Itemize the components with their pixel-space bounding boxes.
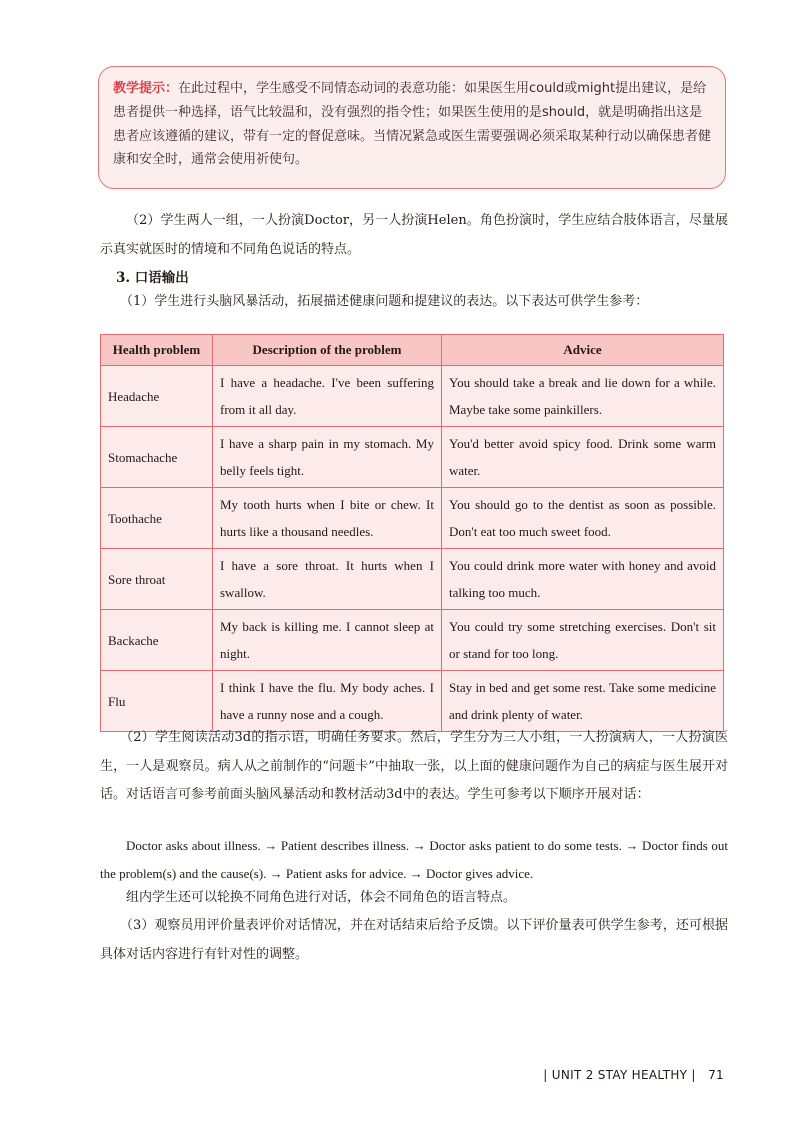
cell-description: My tooth hurts when I bite or chew. It hurts like a thousand needles. bbox=[213, 488, 442, 549]
table-row bbox=[101, 549, 724, 610]
table-row bbox=[101, 671, 724, 732]
table-row bbox=[101, 366, 724, 427]
cell-description: I have a headache. I've been suffering from it all day. bbox=[213, 366, 442, 427]
footer-unit-title: | UNIT 2 STAY HEALTHY | bbox=[543, 1068, 696, 1082]
dialogue-sequence: Doctor asks about illness. → Patient describes illness. → Doctor asks patient to do some tests. → Doctor finds out the problem(s) and the cause(s). → Patient asks for advice. → Doctor gives advice. bbox=[100, 838, 728, 881]
paragraph-rotate-roles: 组内学生还可以轮换不同角色进行对话，体会不同角色的语言特点。 bbox=[126, 890, 517, 905]
page-footer bbox=[543, 1068, 724, 1082]
paragraph-role-play: （2）学生两人一组，一人扮演Doctor，另一人扮演Helen。角色扮演时，学生应结合肢体语言，尽量展示真实就医时的情境和不同角色说话的特点。 bbox=[100, 213, 728, 257]
tip-text: 在此过程中，学生感受不同情态动词的表意功能：如果医生用could或might提出建议，是给患者提供一种选择，语气比较温和，没有强烈的指令性；如果医生使用的是should，就是明确指出这是患者应该遵循的建议，带有一定的督促意味。当情况紧急或医生需要强调必须采取某种行动以确保患者健康和安全时，通常会使用祈使句。 bbox=[113, 81, 712, 168]
cell-problem: Backache bbox=[101, 610, 213, 671]
table-row bbox=[101, 610, 724, 671]
header-description: Description of the problem bbox=[213, 335, 442, 366]
cell-advice: You could drink more water with honey and avoid talking too much. bbox=[442, 549, 724, 610]
cell-description: I have a sharp pain in my stomach. My belly feels tight. bbox=[213, 427, 442, 488]
cell-problem: Headache bbox=[101, 366, 213, 427]
cell-advice: You'd better avoid spicy food. Drink some warm water. bbox=[442, 427, 724, 488]
section-heading: 3. 口语输出 bbox=[116, 270, 189, 286]
paragraph-activity-3d: （2）学生阅读活动3d的指示语，明确任务要求。然后，学生分为三人小组，一人扮演病人，一人扮演医生，一人是观察员。病人从之前制作的“问题卡”中抽取一张，以上面的健康问题作为自己的病症与医生展开对话。对话语言可参考前面头脑风暴活动和教材活动3d中的表达。学生可参考以下顺序开展对话： bbox=[100, 730, 728, 802]
cell-advice: You should go to the dentist as soon as possible. Don't eat too much sweet food. bbox=[442, 488, 724, 549]
cell-advice: You should take a break and lie down for a while. Maybe take some painkillers. bbox=[442, 366, 724, 427]
cell-advice: Stay in bed and get some rest. Take some medicine and drink plenty of water. bbox=[442, 671, 724, 732]
header-health-problem: Health problem bbox=[101, 335, 213, 366]
paragraph-brainstorm: （1）学生进行头脑风暴活动，拓展描述健康问题和提建议的表达。以下表达可供学生参考： bbox=[120, 294, 649, 309]
teaching-tip-box bbox=[98, 66, 726, 189]
header-advice: Advice bbox=[442, 335, 724, 366]
table-row bbox=[101, 427, 724, 488]
cell-description: My back is killing me. I cannot sleep at night. bbox=[213, 610, 442, 671]
page-number: 71 bbox=[708, 1068, 724, 1082]
cell-advice: You could try some stretching exercises. Don't sit or stand for too long. bbox=[442, 610, 724, 671]
cell-problem: Toothache bbox=[101, 488, 213, 549]
cell-description: I have a sore throat. It hurts when I swallow. bbox=[213, 549, 442, 610]
cell-problem: Stomachache bbox=[101, 427, 213, 488]
health-table bbox=[100, 334, 724, 732]
cell-problem: Flu bbox=[101, 671, 213, 732]
paragraph-observer: （3）观察员用评价量表评价对话情况，并在对话结束后给予反馈。以下评价量表可供学生参考，还可根据具体对话内容进行有针对性的调整。 bbox=[100, 918, 728, 962]
cell-problem: Sore throat bbox=[101, 549, 213, 610]
table-header-row bbox=[101, 335, 724, 366]
cell-description: I think I have the flu. My body aches. I have a runny nose and a cough. bbox=[213, 671, 442, 732]
table-row bbox=[101, 488, 724, 549]
tip-label: 教学提示： bbox=[113, 81, 179, 96]
